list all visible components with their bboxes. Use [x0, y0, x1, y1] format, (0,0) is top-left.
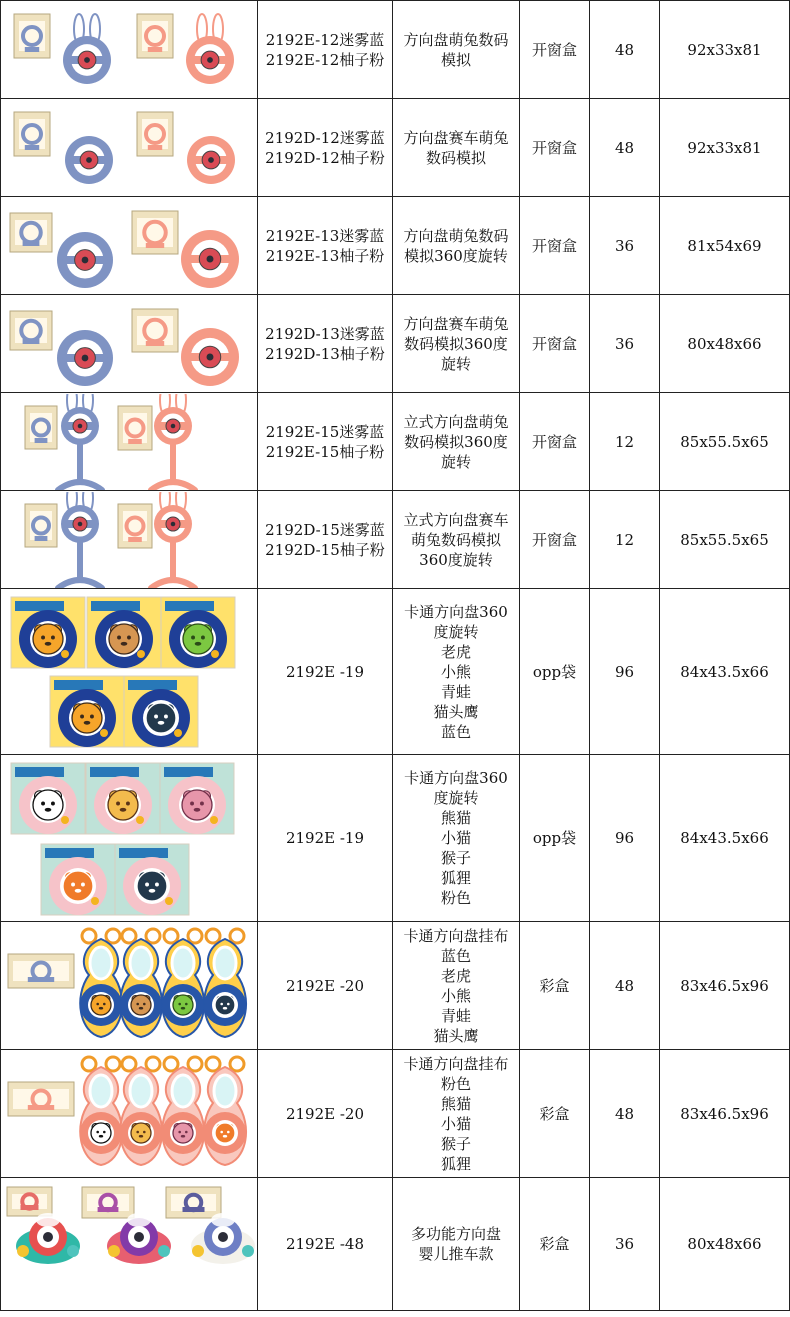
standing-wheel: [58, 492, 102, 588]
table-row: [1, 589, 790, 755]
description-line: 婴儿推车款: [418, 1245, 494, 1263]
monkey-face: [173, 1123, 193, 1143]
rabbit-wheel-pair: [3, 2, 255, 98]
description-line: 卡通方向盘挂布: [403, 926, 509, 945]
cartoon-steering-wheel: [161, 597, 235, 668]
racing-rabbit-wheel-pair: [3, 100, 255, 196]
cartoon-steering-wheel: [87, 597, 161, 668]
packaging-cell: 彩盒: [520, 922, 590, 1050]
stroller-wheel-set: [3, 1179, 255, 1310]
package-box: [82, 1187, 134, 1218]
description-line: 熊猫: [440, 809, 471, 827]
steering-wheel: [154, 505, 192, 543]
table-row: [1, 1050, 790, 1178]
model-number: 2192E -20: [285, 1104, 365, 1123]
quantity-cell: 48: [590, 99, 660, 197]
quantity-cell: 96: [590, 589, 660, 755]
product-image-cell: [1, 393, 258, 491]
hanging-cloth-blue-set: [3, 923, 255, 1049]
description-cell: [393, 1, 520, 99]
steering-wheel: [57, 232, 113, 288]
model-number: 2192E-13柚子粉: [265, 246, 385, 265]
description-line: 粉色: [440, 889, 471, 907]
description-line: 猫头鹰: [433, 1026, 479, 1045]
table-row: [1, 755, 790, 922]
description-line: 卡通方向盘360: [404, 769, 508, 787]
description-line: 小熊: [440, 986, 471, 1005]
hanging-cloth-toy: [204, 1057, 246, 1165]
hanging-cloth-pink-set: [3, 1051, 255, 1177]
table-row: [1, 295, 790, 393]
description-line: 小猫: [440, 829, 471, 847]
model-number-cell: [258, 922, 393, 1050]
packaging-cell: 彩盒: [520, 1050, 590, 1178]
carton-size-cell: 92x33x81: [660, 99, 790, 197]
description-line: 方向盘萌兔数码: [403, 226, 509, 245]
model-number: 2192D-12迷雾蓝: [265, 128, 385, 147]
carton-size-cell: 81x54x69: [660, 197, 790, 295]
description-line: 小猫: [440, 1114, 471, 1133]
model-number-cell: [258, 393, 393, 491]
description-cell: [393, 755, 520, 922]
model-number-cell: [258, 1, 393, 99]
steering-wheel: [61, 505, 99, 543]
panda-face: [33, 790, 63, 820]
carton-size-cell: 80x48x66: [660, 295, 790, 393]
description-line: 蓝色: [440, 946, 471, 965]
description-line: 青蛙: [440, 682, 471, 701]
model-number: 2192E-15柚子粉: [265, 442, 385, 461]
description-line: 老虎: [440, 966, 471, 985]
standing-wheel: [58, 394, 102, 490]
description-cell: [393, 197, 520, 295]
frog-face: [183, 624, 213, 654]
description-line: 熊猫: [440, 1094, 471, 1113]
model-number-cell: [258, 1050, 393, 1178]
description-cell: [393, 491, 520, 589]
tiger-face: [72, 703, 102, 733]
carton-size-cell: 85x55.5x65: [660, 393, 790, 491]
product-image-cell: [1, 99, 258, 197]
description-cell: [393, 99, 520, 197]
racing-rotating-wheel-pair: [3, 296, 255, 392]
description-line: 360度旋转: [419, 550, 493, 569]
description-line: 卡通方向盘360: [404, 602, 508, 621]
carton-size-cell: 83x46.5x96: [660, 922, 790, 1050]
package-box: [10, 311, 52, 350]
monkey-face: [182, 790, 212, 820]
steering-wheel: [186, 36, 234, 84]
description-line: 小熊: [440, 662, 471, 681]
model-number-cell: [258, 491, 393, 589]
description-line: 模拟360度旋转: [404, 246, 508, 265]
fox-face: [63, 871, 93, 901]
steering-wheel: [65, 136, 113, 184]
owl-face: [146, 703, 176, 733]
package-box: [14, 112, 50, 156]
description-line: 数码模拟360度: [404, 432, 508, 451]
packaging-cell: 彩盒: [520, 1178, 590, 1311]
hanging-cloth-toy: [120, 1057, 162, 1165]
standing-wheel: [151, 394, 195, 490]
steering-wheel: [181, 230, 239, 288]
steering-wheel: [61, 407, 99, 445]
model-number-cell: [258, 755, 393, 922]
package-box: [10, 213, 52, 252]
package-box: [25, 406, 57, 449]
description-line: 蓝色: [440, 722, 471, 741]
model-number: 2192E -19: [285, 829, 365, 847]
package-box: [132, 211, 178, 254]
model-number: 2192D-13迷雾蓝: [265, 324, 385, 343]
model-number-cell: [258, 99, 393, 197]
table-row: [1, 1178, 790, 1311]
rotating-wheel-pair: [3, 198, 255, 294]
product-image-cell: [1, 1, 258, 99]
packaging-cell: 开窗盒: [520, 99, 590, 197]
tiger-face: [91, 995, 111, 1015]
description-line: 方向盘赛车萌兔: [403, 314, 509, 333]
rabbit-wheel: [61, 394, 99, 445]
packaging-cell: 开窗盒: [520, 197, 590, 295]
quantity-cell: 48: [590, 1050, 660, 1178]
carton-size-cell: 92x33x81: [660, 1, 790, 99]
product-image-cell: [1, 922, 258, 1050]
product-image-cell: [1, 197, 258, 295]
description-line: 猴子: [440, 1134, 471, 1153]
description-line: 猴子: [440, 849, 471, 867]
table-row: [1, 1, 790, 99]
model-number-cell: [258, 295, 393, 393]
model-number: 2192E-15迷雾蓝: [265, 422, 385, 441]
cat-face: [108, 790, 138, 820]
packaging-cell: 开窗盒: [520, 295, 590, 393]
description-line: 度旋转: [433, 622, 479, 641]
package-box: [8, 954, 74, 988]
model-number-cell: [258, 197, 393, 295]
table-row: [1, 197, 790, 295]
description-cell: [393, 589, 520, 755]
cartoon-steering-wheel: [11, 763, 85, 834]
product-image-cell: [1, 1178, 258, 1311]
description-line: 粉色: [440, 1074, 471, 1093]
description-line: 狐狸: [440, 1154, 471, 1173]
model-number: 2192D-15柚子粉: [265, 540, 385, 559]
model-number: 2192E -19: [285, 662, 365, 681]
table-row: [1, 922, 790, 1050]
cartoon-steering-wheel: [160, 763, 234, 834]
description-cell: [393, 295, 520, 393]
cartoon-steering-wheel: [86, 763, 160, 834]
steering-wheel: [154, 407, 192, 445]
description-cell: [393, 393, 520, 491]
catalog-body: [1, 1, 790, 1311]
carton-size-cell: 84x43.5x66: [660, 589, 790, 755]
description-line: 青蛙: [440, 1006, 471, 1025]
panda-face: [91, 1123, 111, 1143]
model-number: 2192E-13迷雾蓝: [265, 226, 385, 245]
model-number: 2192E-12迷雾蓝: [265, 30, 385, 49]
product-image-cell: [1, 491, 258, 589]
packaging-cell: 开窗盒: [520, 491, 590, 589]
package-box: [137, 14, 173, 58]
description-line: 数码模拟: [425, 148, 486, 167]
quantity-cell: 12: [590, 393, 660, 491]
cartoon-steering-wheel: [124, 676, 198, 747]
product-image-cell: [1, 755, 258, 922]
description-cell: [393, 1178, 520, 1311]
package-box: [118, 504, 152, 548]
quantity-cell: 12: [590, 491, 660, 589]
packaging-cell: 开窗盒: [520, 393, 590, 491]
description-line: 立式方向盘赛车: [403, 510, 509, 529]
quantity-cell: 48: [590, 922, 660, 1050]
carton-size-cell: 80x48x66: [660, 1178, 790, 1311]
hanging-cloth-toy: [162, 929, 204, 1037]
hanging-cloth-toy: [80, 929, 122, 1037]
bear-face: [109, 624, 139, 654]
description-line: 数码模拟360度: [404, 334, 508, 353]
package-box: [8, 1082, 74, 1116]
package-box: [166, 1187, 221, 1218]
hanging-cloth-toy: [204, 929, 246, 1037]
tiger-face: [33, 624, 63, 654]
cartoon-wheel-blue-set: [3, 590, 255, 754]
rabbit-wheel: [154, 492, 192, 543]
model-number: 2192D-12柚子粉: [265, 148, 385, 167]
description-line: 度旋转: [433, 789, 479, 807]
owl-face: [137, 871, 167, 901]
quantity-cell: 36: [590, 1178, 660, 1311]
description-line: 方向盘赛车萌兔: [403, 128, 509, 147]
model-number: 2192D-15迷雾蓝: [265, 520, 385, 539]
description-line: 旋转: [440, 354, 471, 373]
cartoon-steering-wheel: [41, 844, 115, 915]
description-line: 模拟: [440, 50, 471, 69]
description-line: 狐狸: [440, 869, 471, 887]
table-row: [1, 99, 790, 197]
stroller-steering-toy: [107, 1213, 171, 1264]
quantity-cell: 36: [590, 197, 660, 295]
description-line: 旋转: [440, 452, 471, 471]
model-number-cell: [258, 1178, 393, 1311]
table-row: [1, 491, 790, 589]
bear-face: [131, 995, 151, 1015]
rabbit-wheel: [186, 14, 234, 84]
table-row: [1, 393, 790, 491]
description-cell: [393, 1050, 520, 1178]
stroller-steering-toy: [16, 1213, 80, 1264]
packaging-cell: opp袋: [520, 589, 590, 755]
quantity-cell: 48: [590, 1, 660, 99]
package-box: [132, 309, 178, 352]
steering-wheel: [187, 136, 235, 184]
steering-wheel: [63, 36, 111, 84]
package-box: [137, 112, 173, 156]
fox-face: [215, 1123, 235, 1143]
rabbit-wheel: [63, 14, 111, 84]
hanging-cloth-toy: [162, 1057, 204, 1165]
description-line: 萌兔数码模拟: [410, 530, 501, 549]
model-number: 2192E -48: [285, 1235, 365, 1253]
cartoon-wheel-pink-set: [3, 756, 255, 920]
description-cell: [393, 922, 520, 1050]
product-image-cell: [1, 589, 258, 755]
carton-size-cell: 84x43.5x66: [660, 755, 790, 922]
cat-face: [131, 1123, 151, 1143]
description-line: 方向盘萌兔数码: [403, 30, 509, 49]
quantity-cell: 96: [590, 755, 660, 922]
model-number: 2192E-12柚子粉: [265, 50, 385, 69]
product-image-cell: [1, 295, 258, 393]
standing-racing-wheel-pair: [3, 492, 255, 588]
model-number: 2192D-13柚子粉: [265, 344, 385, 363]
packaging-cell: 开窗盒: [520, 1, 590, 99]
carton-size-cell: 83x46.5x96: [660, 1050, 790, 1178]
owl-face: [215, 995, 235, 1015]
standing-wheel: [151, 492, 195, 588]
cartoon-steering-wheel: [115, 844, 189, 915]
description-line: 多功能方向盘: [410, 1225, 501, 1243]
product-image-cell: [1, 1050, 258, 1178]
frog-face: [173, 995, 193, 1015]
stroller-steering-toy: [191, 1213, 255, 1264]
description-line: 猫头鹰: [433, 702, 479, 721]
description-line: 立式方向盘萌兔: [403, 412, 509, 431]
packaging-cell: opp袋: [520, 755, 590, 922]
description-line: 老虎: [440, 642, 471, 661]
model-number: 2192E -20: [285, 976, 365, 995]
quantity-cell: 36: [590, 295, 660, 393]
model-number-cell: [258, 589, 393, 755]
description-line: 卡通方向盘挂布: [403, 1054, 509, 1073]
cartoon-steering-wheel: [11, 597, 85, 668]
steering-wheel: [181, 328, 239, 386]
carton-size-cell: 85x55.5x65: [660, 491, 790, 589]
rabbit-wheel: [154, 394, 192, 445]
standing-wheel-pair: [3, 394, 255, 490]
steering-wheel: [57, 330, 113, 386]
rabbit-wheel: [61, 492, 99, 543]
cartoon-steering-wheel: [50, 676, 124, 747]
hanging-cloth-toy: [80, 1057, 122, 1165]
package-box: [118, 406, 152, 450]
package-box: [7, 1187, 52, 1216]
hanging-cloth-toy: [120, 929, 162, 1037]
package-box: [14, 14, 50, 58]
package-box: [25, 504, 57, 547]
